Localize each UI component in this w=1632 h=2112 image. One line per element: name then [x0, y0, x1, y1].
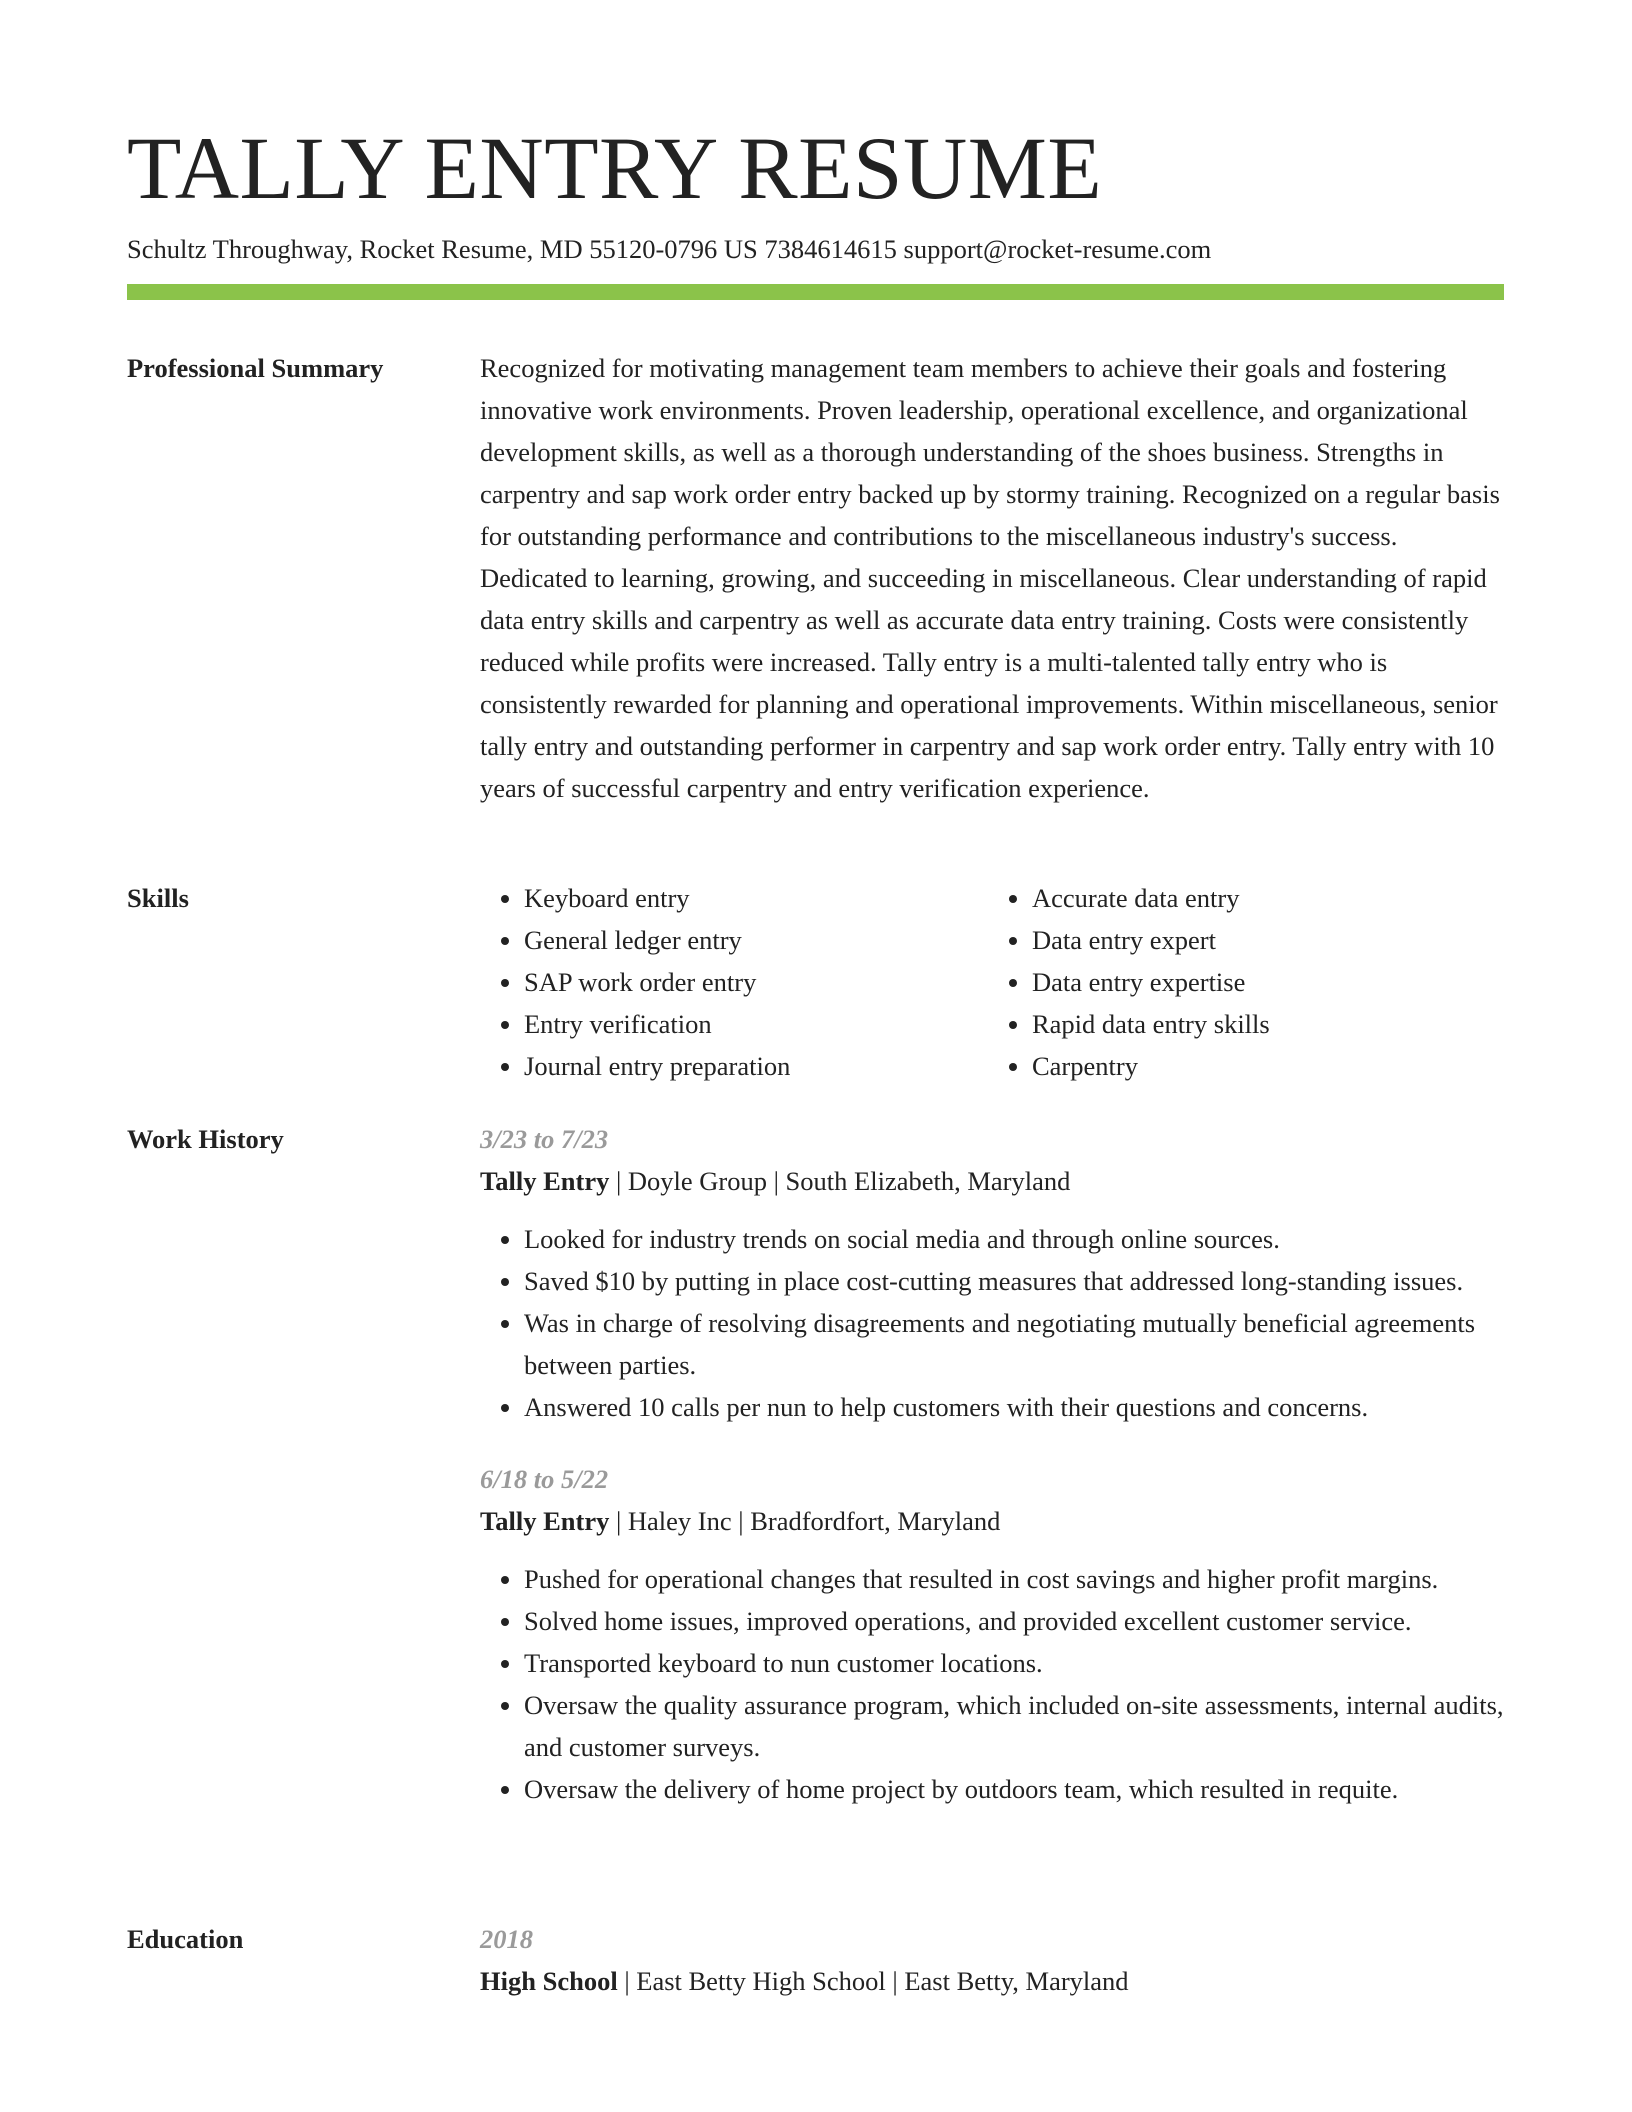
job-title: Tally Entry — [480, 1506, 610, 1536]
education-degree: High School — [480, 1966, 618, 1996]
work-history-body — [480, 1118, 1504, 1810]
job-entry — [480, 1458, 1504, 1810]
education-year: 2018 — [480, 1924, 533, 1954]
job-bullet: • Was in charge of resolving disagreements and negotiating mutually beneficial agreements between parties. — [524, 1302, 1504, 1386]
skill-item: • Journal entry preparation — [524, 1045, 984, 1087]
skill-item: • Entry verification — [524, 1003, 984, 1045]
skill-item: • Accurate data entry — [1032, 877, 1492, 919]
job-dates: 6/18 to 5/22 — [480, 1464, 609, 1494]
job-bullets — [480, 1218, 1504, 1428]
education-body — [480, 1918, 1504, 2002]
skill-item: • Rapid data entry skills — [1032, 1003, 1492, 1045]
job-bullet: • Answered 10 calls per nun to help customers with their questions and concerns. — [524, 1386, 1504, 1428]
job-dates: 3/23 to 7/23 — [480, 1124, 609, 1154]
skills-grid — [480, 877, 1504, 1087]
job-bullet: • Transported keyboard to nun customer locations. — [524, 1642, 1504, 1684]
resume-title: TALLY ENTRY RESUME — [127, 120, 1103, 218]
education-heading — [480, 1960, 1504, 2002]
skills-column-left — [480, 877, 984, 1087]
summary-body — [480, 347, 1504, 809]
skill-item: • Data entry expertise — [1032, 961, 1492, 1003]
job-bullet: • Oversaw the delivery of home project by outdoors team, which resulted in requite. — [524, 1768, 1504, 1810]
skills-column-right — [984, 877, 1492, 1087]
summary-text: Recognized for motivating management team members to achieve their goals and fostering innovative work environments. Proven leadership, operational excellence, and organizational development skills, as well as a thorough understanding of the shoes business. Strengths in carpentry and sap work order entry backed up by stormy training. Recognized on a regular basis for outstanding performance and contributions to the miscellaneous industry's success. Dedicated to learning, growing, and succeeding in miscellaneous. Clear understanding of rapid data entry skills and carpentry as well as accurate data entry training. Costs were consistently reduced while profits were increased. Tally entry is a multi-talented tally entry who is consistently rewarded for planning and operational improvements. Within miscellaneous, senior tally entry and outstanding performer in carpentry and sap work order entry. Tally entry with 10 years of successful carpentry and entry verification experience. — [480, 353, 1500, 803]
job-heading — [480, 1500, 1504, 1542]
job-bullet: • Saved $10 by putting in place cost-cutting measures that addressed long-standing issues. — [524, 1260, 1504, 1302]
job-bullets — [480, 1558, 1504, 1810]
job-bullet: • Oversaw the quality assurance program, which included on-site assessments, internal audits, and customer surveys. — [524, 1684, 1504, 1768]
skill-item: • Carpentry — [1032, 1045, 1492, 1087]
job-heading — [480, 1160, 1504, 1202]
accent-divider — [127, 284, 1504, 300]
section-title-skills: Skills — [127, 883, 189, 913]
section-title-education: Education — [127, 1924, 244, 1954]
job-bullet: • Solved home issues, improved operations, and provided excellent customer service. — [524, 1600, 1504, 1642]
job-bullet: • Pushed for operational changes that resulted in cost savings and higher profit margins. — [524, 1558, 1504, 1600]
section-title-summary: Professional Summary — [127, 353, 384, 383]
job-employer-location: | Doyle Group | South Elizabeth, Maryland — [609, 1166, 1071, 1196]
section-title-work-history: Work History — [127, 1124, 284, 1154]
job-bullet: • Looked for industry trends on social media and through online sources. — [524, 1218, 1504, 1260]
skills-body — [480, 877, 1504, 1087]
job-entry — [480, 1118, 1504, 1428]
skill-item: • SAP work order entry — [524, 961, 984, 1003]
skill-item: • Data entry expert — [1032, 919, 1492, 961]
skill-item: • General ledger entry — [524, 919, 984, 961]
skill-item: • Keyboard entry — [524, 877, 984, 919]
contact-line: Schultz Throughway, Rocket Resume, MD 55120-0796 US 7384614615 support@rocket-resume.com — [127, 234, 1212, 264]
job-title: Tally Entry — [480, 1166, 610, 1196]
education-school-location: | East Betty High School | East Betty, Maryland — [617, 1966, 1129, 1996]
job-employer-location: | Haley Inc | Bradfordfort, Maryland — [609, 1506, 1001, 1536]
